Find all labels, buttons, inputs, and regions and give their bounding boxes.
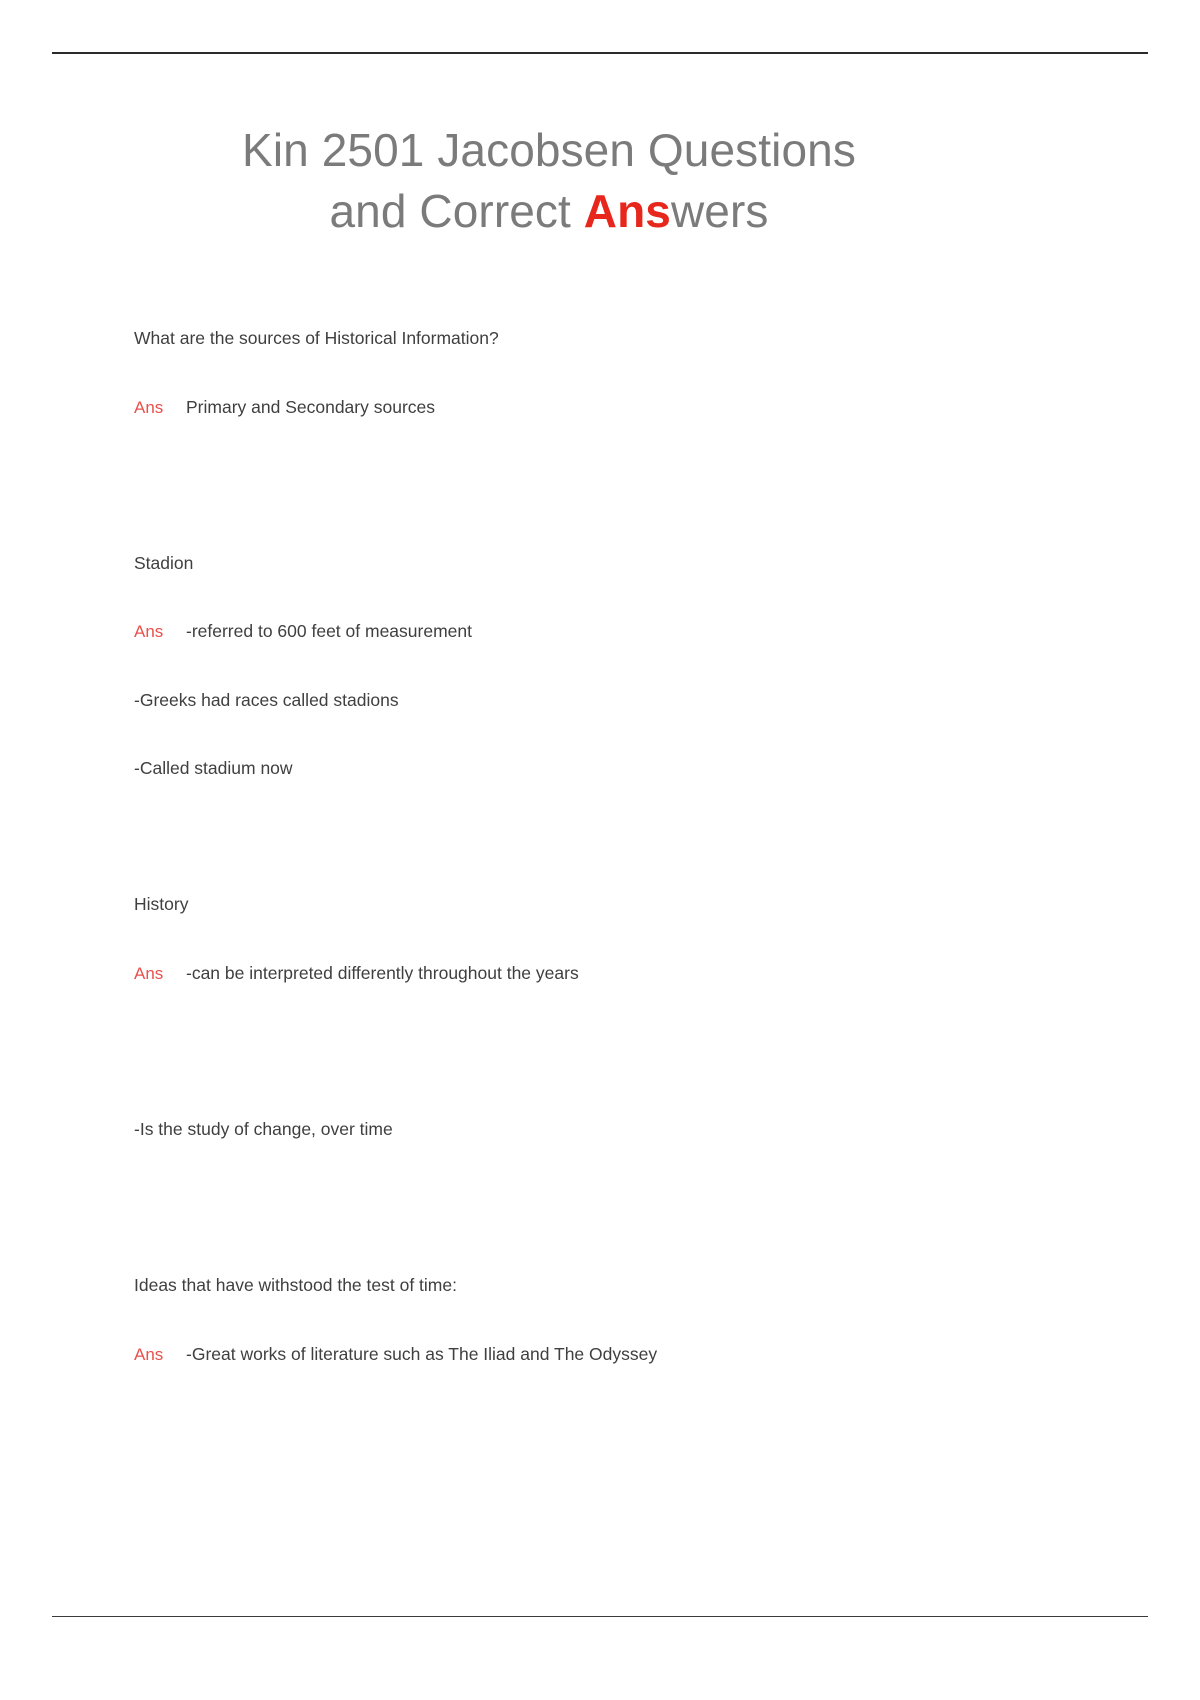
qa-item xyxy=(134,550,1074,781)
page-title xyxy=(134,120,1074,241)
answer-line xyxy=(134,394,1074,421)
spacer xyxy=(134,781,1074,891)
qa-item xyxy=(134,325,1074,420)
answer-label: Ans xyxy=(134,963,164,983)
document-content xyxy=(134,120,1074,1367)
answer-line xyxy=(134,960,1074,987)
spacer xyxy=(134,986,1074,1116)
spacer xyxy=(134,918,1074,960)
answer-label: Ans xyxy=(134,1344,164,1364)
spacer xyxy=(134,352,1074,394)
page-title-line-2-pre: and Correct xyxy=(329,184,584,237)
page-title-highlight: Ans xyxy=(583,184,671,237)
answer-label: Ans xyxy=(134,622,164,642)
answer-label: Ans xyxy=(134,397,164,417)
question-text: Stadion xyxy=(134,553,194,574)
question-text: What are the sources of Historical Information? xyxy=(134,328,499,349)
answer-extra-line: -Greeks had races called stadions xyxy=(134,689,399,710)
answer-text: Primary and Secondary sources xyxy=(186,396,435,417)
answer-line xyxy=(134,618,1074,645)
header-divider xyxy=(52,52,1148,54)
footer-divider xyxy=(52,1616,1148,1617)
question-text: History xyxy=(134,894,189,915)
qa-list xyxy=(134,325,1074,1367)
answer-text: -referred to 600 feet of measurement xyxy=(186,621,472,642)
qa-item xyxy=(134,1272,1074,1367)
spacer xyxy=(134,576,1074,618)
spacer xyxy=(134,1299,1074,1341)
answer-text: -Great works of literature such as The Iliad and The Odyssey xyxy=(186,1343,658,1364)
page-title-line-1: Kin 2501 Jacobsen Questions xyxy=(242,124,856,176)
answer-extra-line: -Called stadium now xyxy=(134,758,293,779)
spacer xyxy=(134,645,1074,687)
spacer xyxy=(134,713,1074,755)
answer-text: -can be interpreted differently throughout the years xyxy=(186,962,579,983)
spacer xyxy=(134,420,1074,550)
answer-extra-line: -Is the study of change, over time xyxy=(134,1119,393,1140)
spacer xyxy=(134,1142,1074,1272)
answer-line xyxy=(134,1341,1074,1368)
question-text: Ideas that have withstood the test of time: xyxy=(134,1275,457,1296)
page-title-line-2-post: wers xyxy=(670,184,769,237)
qa-item xyxy=(134,891,1074,1142)
